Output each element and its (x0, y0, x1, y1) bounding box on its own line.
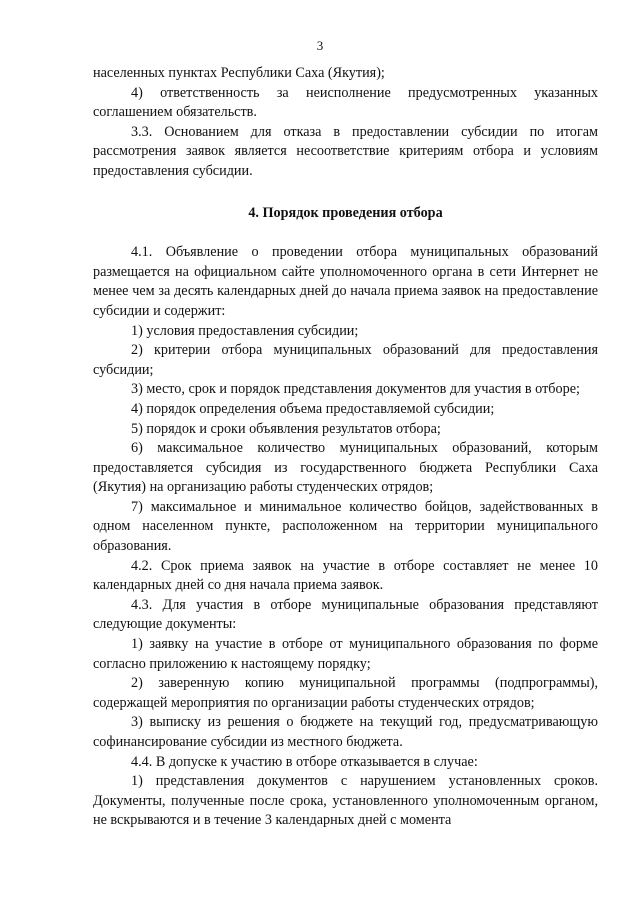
list-item: 1) условия предоставления субсидии; (131, 322, 359, 339)
paragraph: 4.2. Срок приема заявок на участие в отборе составляет не менее 10 календарных дней со дня начала приема заявок. (93, 557, 598, 594)
list-item: 5) порядок и сроки объявления результатов отбора; (131, 420, 441, 437)
section-title: 4. Порядок проведения отбора (248, 204, 443, 221)
paragraph: 4) ответственность за неисполнение предусмотренных указанных соглашением обязательств. (93, 84, 598, 121)
paragraph: 3.3. Основанием для отказа в предоставлении субсидии по итогам рассмотрения заявок является несоответствие критериям отбора и условиям предоставления субсидии. (93, 123, 598, 179)
list-item: 2) заверенную копию муниципальной программы (подпрограммы), содержащей мероприятия по организации работы студенческих отрядов; (93, 675, 598, 711)
paragraph-continuation: населенных пунктах Республики Саха (Якутия); (93, 65, 385, 81)
list-item: 2) критерии отбора муниципальных образований для предоставления субсидии; (93, 342, 598, 378)
document-body (93, 64, 598, 831)
list-item: 7) максимальное и минимальное количество бойцов, задействованных в одном населенном пункте, расположенном на территории муниципального образования. (93, 498, 598, 555)
paragraph: 4.1. Объявление о проведении отбора муниципальных образований размещается на официальном сайте уполномоченного органа в сети Интернет не менее чем за десять календарных дней до начала приема заявок на предоставление субсидии и содержит: (93, 244, 598, 319)
list-item: 3) выписку из решения о бюджете на текущий год, предусматривающую софинансирование субсидии из местного бюджета. (93, 714, 598, 750)
list-item: 3) место, срок и порядок представления документов для участия в отборе; (131, 381, 580, 398)
list-item: 4) порядок определения объема предоставляемой субсидии; (131, 400, 495, 417)
page-number: 3 (316, 38, 324, 53)
paragraph: 4.3. Для участия в отборе муниципальные образования представляют следующие документы: (93, 596, 598, 633)
paragraph: 4.4. В допуске к участию в отборе отказывается в случае: (131, 753, 478, 770)
list-item: 1) заявку на участие в отборе от муниципального образования по форме согласно приложению к настоящему порядку; (93, 636, 598, 672)
list-item: 6) максимальное количество муниципальных образований, которым предоставляется субсидия из государственного бюджета Республики Саха (Якутия) на организацию работы студенческих отрядов; (93, 440, 598, 496)
list-item: 1) представления документов с нарушением установленных сроков. Документы, полученные после срока, установленного уполномоченным органом, не вскрываются и в течение 3 календарных дней с момента (93, 773, 598, 829)
